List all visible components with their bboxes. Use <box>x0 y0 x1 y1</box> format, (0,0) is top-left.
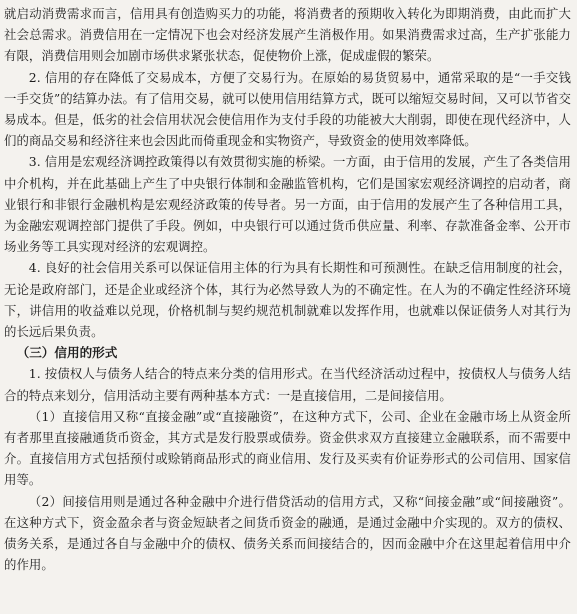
paragraph-macro-control: 3. 信用是宏观经济调控政策得以有效贯彻实施的桥梁。一方面，由于信用的发展，产生了各类信用中介机构，并在此基础上产生了中央银行体制和金融监管机构，它们是国家宏观经济调控的启动者，商业银行和非银行金融机构是宏观经济政策的传导者。另一方面，由于信用的发展产生了各种信用工具，为金融宏观调控部门提供了手段。例如，中央银行可以通过货币供应量、利率、存款准备金率、公开市场业务等工具实现对经济的宏观调控。 <box>4 154 571 255</box>
paragraph-predictability: 4. 良好的社会信用关系可以保证信用主体的行为具有长期性和可预测性。在缺乏信用制度的社会，无论是政府部门，还是企业或经济个体，其行为必然导致人为的不确定性。在人为的不确定性经济环境下，讲信用的收益难以兑现，价格机制与契约规范机制就难以发挥作用，也就难以保证债务人对其行为的长远后果负责。 <box>4 260 571 340</box>
paragraph-direct-credit: （1）直接信用又称“直接金融”或“直接融资”，在这种方式下，公司、企业在金融市场上从资金所有者那里直接融通货币资金，其方式是发行股票或债券。资金供求双方直接建立金融联系，而不需要中介。直接信用方式包括预付或赊销商品形式的商业信用、发行及买卖有价证券形式的公司信用、国家信用等。 <box>4 408 571 488</box>
section-heading-credit-forms: （三）信用的形式 <box>16 345 118 361</box>
paragraph-credit-classification: 1. 按债权人与债务人结合的特点来分类的信用形式。在当代经济活动过程中，按债权人与债务人结合的特点来划分，信用活动主要有两种基本方式：一是直接信用，二是间接信用。 <box>4 366 571 403</box>
paragraph-indirect-credit: （2）间接信用则是通过各种金融中介进行借贷活动的信用方式，又称“间接金融”或“间接融资”。在这种方式下，资金盈余者与资金短缺者之间货币资金的融通，是通过金融中介实现的。双方的债权、债务关系，是通过各自与金融中介的债权、债务关系而间接结合的，因而金融中介在这里起着信用中介的作用。 <box>4 493 571 573</box>
paragraph-transaction-cost: 2. 信用的存在降低了交易成本，方便了交易行为。在原始的易货贸易中，通常采取的是“一手交钱一手交货”的结算办法。有了信用交易，就可以使用信用结算方式，既可以缩短交易时间，又可以节省交易成本。但是，低劣的社会信用状况会使信用作为支付手段的功能被大大削弱，即使在现代经济中，人们的商品交易和经济往来也会因此而倚重现金和实物资产，导致资金的使用效率降低。 <box>4 69 571 149</box>
paragraph-consumer-credit: 就启动消费需求而言，信用具有创造购买力的功能，将消费者的预期收入转化为即期消费，由此而扩大社会总需求。消费信用在一定情况下也会对经济发展产生消极作用。如果消费需求过高，生产扩张能力有限，消费信用则会加剧市场供求紧张状态，促使物价上涨，促成虚假的繁荣。 <box>4 6 571 64</box>
